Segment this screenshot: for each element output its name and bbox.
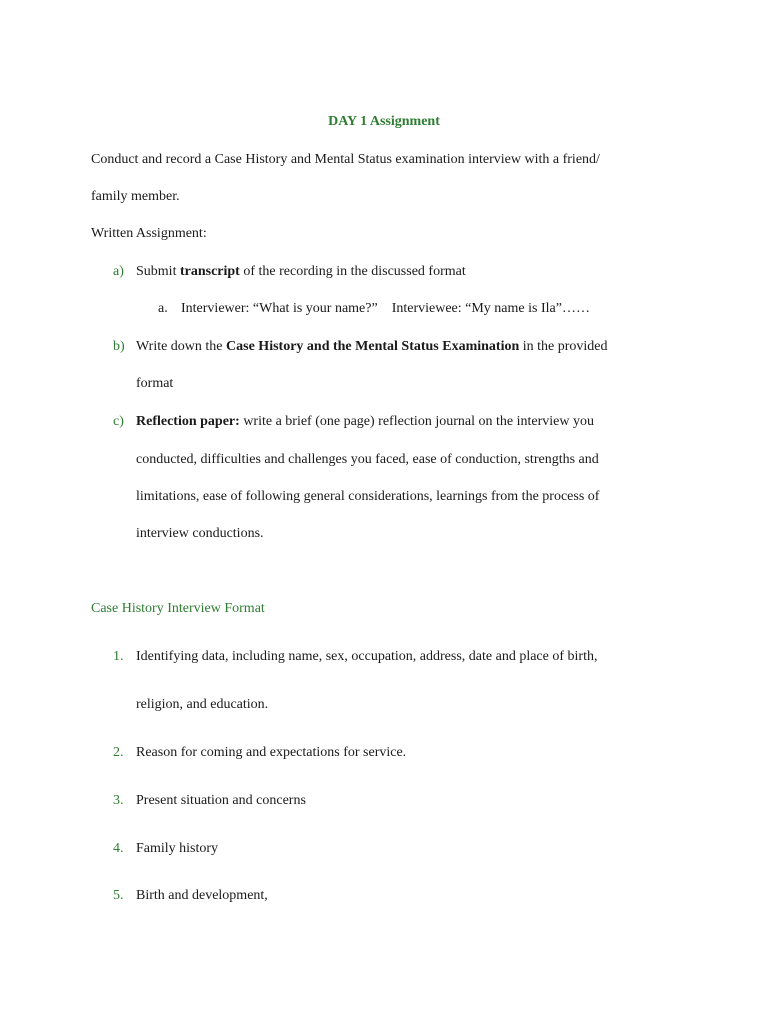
item-c-line-3: limitations, ease of following general considerations, learnings from the process of <box>136 489 600 504</box>
item-b-text-post: in the provided <box>519 339 608 354</box>
list-marker-1: 1. <box>113 649 124 664</box>
list-marker-b: b) <box>113 339 125 354</box>
written-assignment-label: Written Assignment: <box>91 226 207 241</box>
list-marker-c: c) <box>113 414 124 429</box>
assignment-item-c <box>136 413 594 431</box>
list-marker-a: a) <box>113 264 124 279</box>
item-a-text-pre: Submit <box>136 264 180 279</box>
item-c-line-2: conducted, difficulties and challenges you faced, ease of conduction, strengths and <box>136 452 599 467</box>
item-a-text-bold: transcript <box>179 264 240 279</box>
list-marker-2: 2. <box>113 745 124 760</box>
case-history-item-3: Present situation and concerns <box>136 793 306 808</box>
sub-item-interview-example <box>181 300 590 318</box>
item-a-text-post: of the recording in the discussed format <box>239 264 466 279</box>
assignment-item-a <box>136 263 466 281</box>
case-history-item-4: Family history <box>136 841 219 856</box>
list-marker-5: 5. <box>113 888 124 903</box>
sub-list-marker-a: a. <box>158 301 168 316</box>
item-b-line-2: format <box>136 376 174 391</box>
item-b-text-bold: Case History and the Mental Status Examination <box>226 339 520 354</box>
case-history-item-1-line-2: religion, and education. <box>136 697 269 712</box>
page-title: DAY 1 Assignment <box>328 114 440 129</box>
intro-line-2: family member. <box>91 189 180 204</box>
case-history-item-5: Birth and development, <box>136 888 268 903</box>
item-c-line-4: interview conductions. <box>136 526 264 541</box>
case-history-item-2: Reason for coming and expectations for service. <box>136 745 407 760</box>
case-history-item-1: Identifying data, including name, sex, occupation, address, date and place of birth, <box>136 649 598 664</box>
interviewee-text: Interviewee: “My name is Ila”…… <box>391 301 590 316</box>
intro-line-1: Conduct and record a Case History and Mental Status examination interview with a friend/ <box>91 152 600 167</box>
item-c-text-post: write a brief (one page) reflection journal on the interview you <box>239 414 594 429</box>
list-marker-4: 4. <box>113 841 124 856</box>
item-b-text-pre: Write down the <box>136 339 227 354</box>
list-marker-3: 3. <box>113 793 124 808</box>
item-c-text-bold: Reflection paper: <box>136 414 240 429</box>
assignment-item-b <box>136 338 608 356</box>
case-history-heading: Case History Interview Format <box>91 601 265 616</box>
interviewer-text: Interviewer: “What is your name?” <box>181 301 378 316</box>
